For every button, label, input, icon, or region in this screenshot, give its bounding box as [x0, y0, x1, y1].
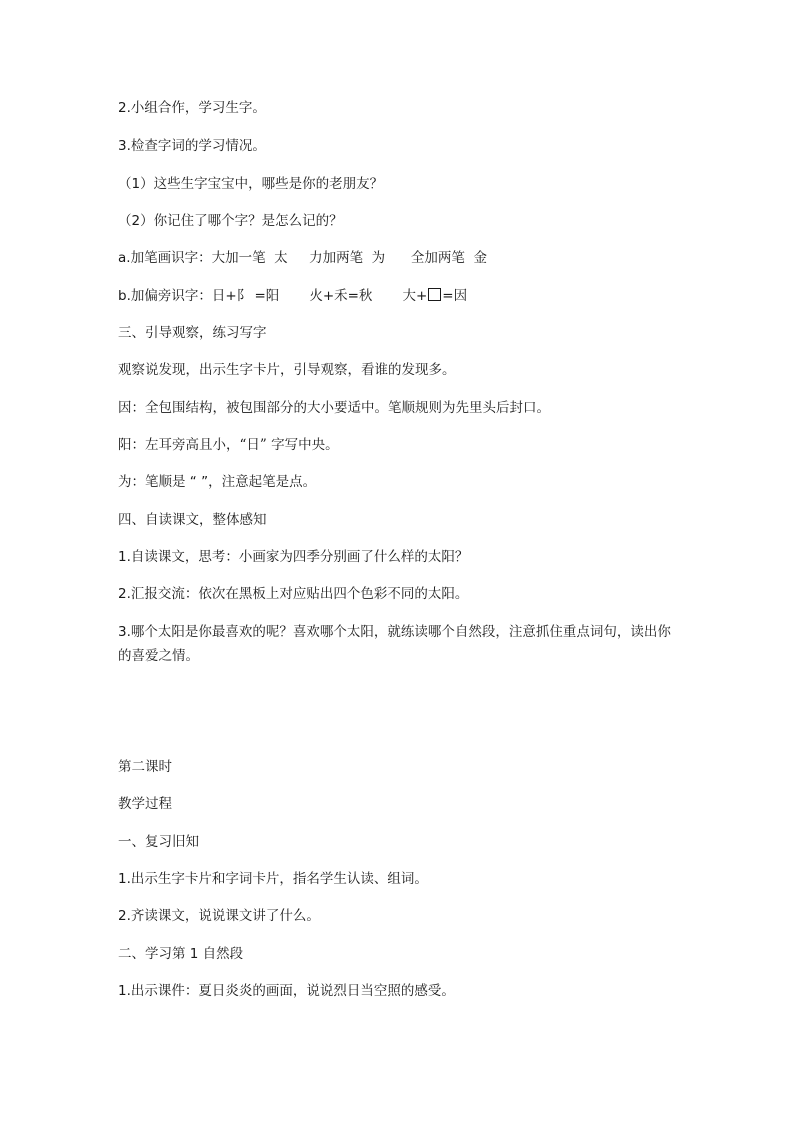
- line-observe-discover: 观察说发现，出示生字卡片，引导观察，看谁的发现多。: [118, 362, 456, 378]
- enclosure-box-icon: [428, 288, 441, 301]
- add-radicals-text: b.加偏旁识字：日+阝 =阳 火+禾=秋 大+: [118, 288, 428, 304]
- line-favorite-sun: 3.哪个太阳是你最喜欢的呢？喜欢哪个太阳，就练读哪个自然段，注意抓住重点词句，读出你的喜爱之情。: [118, 624, 671, 664]
- heading-second-lesson: 第二课时: [118, 759, 172, 775]
- line-add-radicals: [118, 284, 678, 308]
- line-wei-stroke-order: 为：笔顺是 “ ”，注意起笔是点。: [118, 474, 317, 490]
- line-group-work: 2.小组合作，学习生字。: [118, 100, 266, 116]
- line-question-old-friends: （1）这些生字宝宝中，哪些是你的老朋友？: [118, 176, 384, 192]
- line-add-strokes: a.加笔画识字：大加一笔 太 力加两笔 为 全加两笔 金: [118, 250, 488, 266]
- yang-radical-serif-text: “日” 字写中央。: [239, 437, 339, 453]
- line-read-together: 2.齐读课文，说说课文讲了什么。: [118, 908, 320, 924]
- heading-observe-write: 三、引导观察，练习写字: [118, 325, 267, 341]
- heading-paragraph-one: 二、学习第 1 自然段: [118, 946, 244, 962]
- heading-self-read: 四、自读课文，整体感知: [118, 512, 267, 528]
- heading-teaching-process: 教学过程: [118, 796, 172, 812]
- line-self-read-think: 1.自读课文，思考：小画家为四季分别画了什么样的太阳？: [118, 549, 469, 565]
- add-radicals-result: =因: [442, 288, 468, 304]
- line-check-words: 3.检查字词的学习情况。: [118, 138, 266, 154]
- line-report-exchange: 2.汇报交流：依次在黑板上对应贴出四个色彩不同的太阳。: [118, 586, 469, 602]
- line-show-cards: 1.出示生字卡片和字词卡片，指名学生认读、组词。: [118, 871, 428, 887]
- line-yin-structure: 因：全包围结构，被包围部分的大小要适中。笔顺规则为先里头后封口。: [118, 400, 550, 416]
- yang-radical-text: 阳：左耳旁高且小，: [118, 437, 240, 453]
- line-question-remember: （2）你记住了哪个字？是怎么记的？: [118, 213, 343, 229]
- heading-review: 一、复习旧知: [118, 834, 199, 850]
- line-yang-radical: [118, 433, 678, 457]
- line-show-courseware: 1.出示课件：夏日炎炎的画面，说说烈日当空照的感受。: [118, 983, 455, 999]
